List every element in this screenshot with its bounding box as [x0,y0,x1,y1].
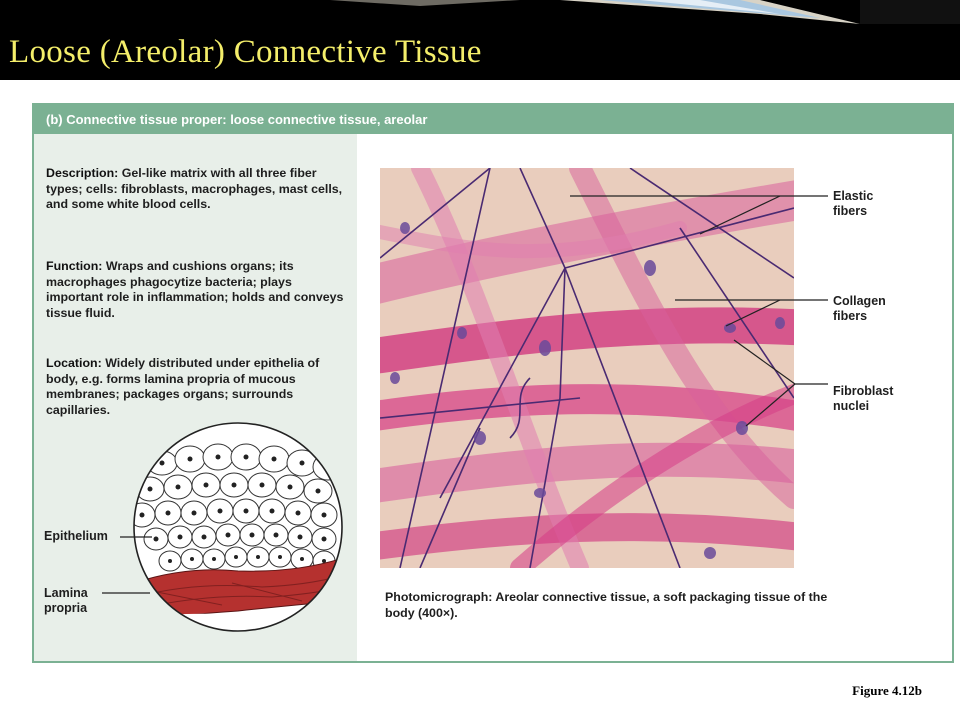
fibroblast-nuclei-label-line1: Fibroblast [833,384,894,398]
lamina-propria-label-line2: propria [44,601,88,615]
fibroblast-nuclei-label-line2: nuclei [833,399,870,413]
description-text: Gel-like matrix with all three fiber types; cells: fibroblasts, macrophages, mast cells, and some white blood cells. [46,166,343,212]
slide-title: Loose (Areolar) Connective Tissue [9,34,482,70]
description-label: Description: [46,166,119,180]
epithelium-label: Epithelium [44,529,108,543]
location-label: Location: [46,356,102,370]
elastic-fibers-label-line1: Elastic [833,189,874,203]
lamina-propria-label-line1: Lamina [44,586,88,600]
figure-reference: Figure 4.12b [852,683,922,698]
function-label: Function: [46,259,103,273]
collagen-fibers-label-line1: Collagen [833,294,886,308]
collagen-fibers-label-line2: fibers [833,309,868,323]
location-text: Widely distributed under epithelia of body, e.g. forms lamina propria of mucous membranes; packages organs; surrounds capillaries. [46,356,320,417]
caption-text: Areolar connective tissue, a soft packaging tissue of the body (400×). [385,590,828,620]
caption-label: Photomicrograph: [385,590,493,604]
function-text: Wraps and cushions organs; its macrophages phagocytize bacteria; plays important role in inflammation; holds and conveys tissue fluid. [46,259,344,320]
elastic-fibers-label-line2: fibers [833,204,868,218]
panel-header-text: (b) Connective tissue proper: loose connective tissue, areolar [46,112,428,127]
photomicrograph-caption [385,590,845,621]
